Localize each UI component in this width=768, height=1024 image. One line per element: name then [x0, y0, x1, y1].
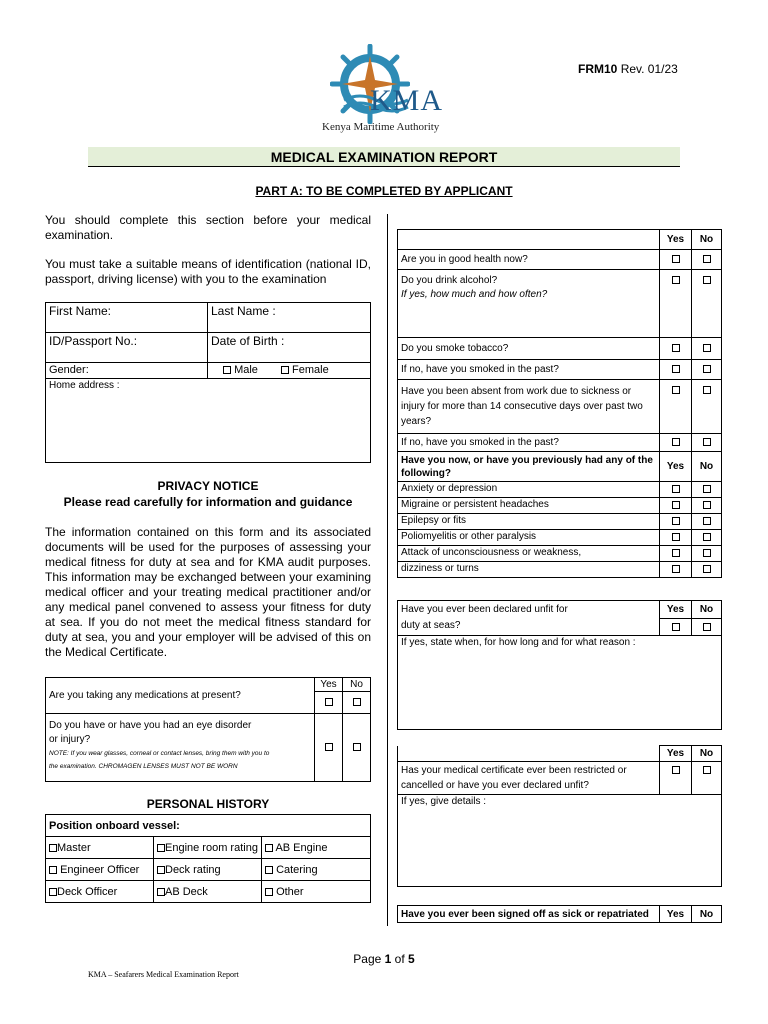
medications-yes-checkbox[interactable] — [325, 698, 333, 706]
privacy-subtitle: Please read carefully for information and guidance — [63, 495, 353, 509]
good-health-question: Are you in good health now? — [398, 250, 660, 270]
dob-label: Date of Birth : — [211, 334, 285, 348]
unconsciousness-no-checkbox[interactable] — [703, 549, 711, 557]
signed-off-question: Have you ever been signed off as sick or repatriated — [398, 906, 660, 923]
absent-question-1: Have you been absent from work due to sickness or — [401, 386, 632, 397]
good-health-no-checkbox[interactable] — [703, 255, 711, 263]
absent-question-2: injury for more than 14 consecutive days over past two — [401, 401, 643, 412]
yes-header: Yes — [315, 678, 343, 692]
intro-paragraph-2: You must take a suitable means of identification (national ID, passport, driving license) with you to the examination — [45, 257, 371, 286]
other-checkbox[interactable] — [265, 888, 273, 896]
female-label: Female — [292, 364, 329, 376]
form-code-value: FRM10 — [578, 62, 618, 76]
privacy-body: The information contained on this form and its associated documents will be used for the purposes of assessing your medical fitness for duty at sea and for KMA audit purposes. This information may be exchanged between your examining medical officer and your treating medical practitioner and/or any medical panel convened to assess your fitness for duty at sea. If you do not meet the medical fitness standard for duty at sea, you and your employer will be advised of this on the Medical Certificate. — [45, 525, 371, 659]
position-engine-room-rating: Engine room rating — [165, 841, 258, 854]
restricted-details-label: If yes, give details : — [401, 796, 487, 807]
restricted-yes-header: Yes — [660, 746, 692, 762]
position-other: Other — [276, 885, 304, 898]
page-total: 5 — [408, 952, 415, 966]
position-table — [45, 814, 371, 903]
tobacco-yes-checkbox[interactable] — [672, 344, 680, 352]
org-name: Kenya Maritime Authority — [322, 121, 440, 133]
unfit-details-field[interactable] — [398, 636, 722, 730]
master-checkbox[interactable] — [49, 844, 57, 852]
eye-disorder-question: Do you have or have you had an eye disorder — [49, 720, 252, 731]
personal-history-title: PERSONAL HISTORY — [146, 797, 270, 811]
epilepsy-yes-checkbox[interactable] — [672, 517, 680, 525]
absent-no-checkbox[interactable] — [703, 386, 711, 394]
unconsciousness-yes-checkbox[interactable] — [672, 549, 680, 557]
female-checkbox[interactable] — [281, 366, 289, 374]
migraine-yes-checkbox[interactable] — [672, 501, 680, 509]
id-passport-field[interactable] — [46, 333, 208, 363]
smoked-past-no-checkbox[interactable] — [703, 365, 711, 373]
last-name-label: Last Name : — [211, 304, 276, 318]
identity-table — [45, 302, 371, 463]
restricted-yes-checkbox[interactable] — [672, 766, 680, 774]
male-label: Male — [234, 364, 258, 376]
dizziness-yes-checkbox[interactable] — [672, 565, 680, 573]
polio-yes-checkbox[interactable] — [672, 533, 680, 541]
page-prefix: Page — [353, 952, 382, 966]
condition-unconsciousness: Attack of unconsciousness or weakness, — [398, 546, 660, 562]
position-ab-deck: AB Deck — [165, 885, 208, 898]
yes-header: Yes — [660, 230, 692, 250]
no-header: No — [343, 678, 371, 692]
form-code — [578, 62, 678, 76]
polio-no-checkbox[interactable] — [703, 533, 711, 541]
tobacco-question: Do you smoke tobacco? — [398, 338, 660, 360]
alcohol-subquestion: If yes, how much and how often? — [401, 289, 548, 300]
intro-paragraph-1: You should complete this section before your medical examination. — [45, 213, 371, 242]
restricted-no-header: No — [692, 746, 722, 762]
deck-officer-checkbox[interactable] — [49, 888, 57, 896]
position-deck-officer: Deck Officer — [57, 885, 118, 898]
signed-off-yes-header: Yes — [660, 906, 692, 923]
medications-table — [45, 677, 371, 782]
dob-field[interactable] — [208, 333, 371, 363]
last-name-field[interactable] — [208, 303, 371, 333]
ab-engine-checkbox[interactable] — [265, 844, 273, 852]
first-name-field[interactable] — [46, 303, 208, 333]
condition-migraine: Migraine or persistent headaches — [398, 498, 660, 514]
eye-no-checkbox[interactable] — [353, 743, 361, 751]
catering-checkbox[interactable] — [265, 866, 273, 874]
restricted-question-1: Has your medical certificate ever been restricted or — [401, 765, 627, 776]
smoked-past-question: If no, have you smoked in the past? — [398, 360, 660, 380]
medications-question: Are you taking any medications at present? — [46, 678, 315, 714]
smoked-past-yes-checkbox[interactable] — [672, 365, 680, 373]
home-address-field[interactable] — [46, 379, 371, 463]
logo-text: KMA — [370, 84, 444, 117]
report-title: MEDICAL EXAMINATION REPORT — [88, 147, 680, 167]
engineer-officer-checkbox[interactable] — [49, 866, 57, 874]
eye-disorder-question-cont: or injury? — [49, 734, 91, 745]
position-label: Position onboard vessel: — [46, 815, 371, 837]
unfit-yes-header: Yes — [660, 601, 692, 619]
good-health-yes-checkbox[interactable] — [672, 255, 680, 263]
gender-label: Gender: — [46, 363, 208, 379]
absent-question-3: years? — [401, 416, 432, 427]
unfit-table — [397, 600, 722, 730]
footer-doc-name: KMA – Seafarers Medical Examination Report — [88, 970, 239, 979]
absent-yes-checkbox[interactable] — [672, 386, 680, 394]
eye-note-1: NOTE: If you wear glasses, corneal or contact lenses, bring them with you to — [49, 750, 270, 757]
position-deck-rating: Deck rating — [165, 863, 221, 876]
page-current: 1 — [384, 952, 392, 966]
position-engineer-officer: Engineer Officer — [60, 863, 140, 876]
tobacco-no-checkbox[interactable] — [703, 344, 711, 352]
home-address-label: Home address : — [49, 380, 120, 391]
position-ab-engine: AB Engine — [275, 841, 328, 854]
alcohol-question: Do you drink alcohol? — [401, 275, 498, 286]
conditions-no-header: No — [692, 452, 722, 482]
smoked-past-question-2: If no, have you smoked in the past? — [398, 434, 660, 452]
engine-room-rating-checkbox[interactable] — [157, 844, 165, 852]
restricted-no-checkbox[interactable] — [703, 766, 711, 774]
epilepsy-no-checkbox[interactable] — [703, 517, 711, 525]
conditions-header: Have you now, or have you previously had any of the following? — [398, 452, 660, 482]
column-divider — [387, 214, 388, 926]
position-catering: Catering — [276, 863, 318, 876]
restricted-details-field[interactable] — [398, 795, 722, 887]
health-questions-table — [397, 229, 722, 578]
unfit-details-label: If yes, state when, for how long and for what reason : — [401, 637, 636, 648]
alcohol-yes-checkbox[interactable] — [672, 276, 680, 284]
condition-anxiety: Anxiety or depression — [398, 482, 660, 498]
male-checkbox[interactable] — [223, 366, 231, 374]
page-number — [0, 952, 768, 966]
deck-rating-checkbox[interactable] — [157, 866, 165, 874]
alcohol-no-checkbox[interactable] — [703, 276, 711, 284]
ab-deck-checkbox[interactable] — [157, 888, 165, 896]
restricted-question-2: cancelled or have you ever declared unfit? — [401, 780, 589, 791]
unfit-no-header: No — [692, 601, 722, 619]
part-a-heading: PART A: TO BE COMPLETED BY APPLICANT — [255, 184, 513, 198]
smoked-past-2-no-checkbox[interactable] — [703, 438, 711, 446]
first-name-label: First Name: — [49, 304, 112, 318]
signed-off-table — [397, 905, 722, 923]
conditions-yes-header: Yes — [660, 452, 692, 482]
condition-dizziness: dizziness or turns — [398, 562, 660, 578]
condition-polio: Poliomyelitis or other paralysis — [398, 530, 660, 546]
condition-epilepsy: Epilepsy or fits — [398, 514, 660, 530]
eye-yes-checkbox[interactable] — [325, 743, 333, 751]
signed-off-no-header: No — [692, 906, 722, 923]
unfit-yes-checkbox[interactable] — [672, 623, 680, 631]
position-master: Master — [57, 841, 91, 854]
privacy-title: PRIVACY NOTICE — [157, 479, 259, 493]
id-passport-label: ID/Passport No.: — [49, 334, 138, 348]
smoked-past-2-yes-checkbox[interactable] — [672, 438, 680, 446]
no-header: No — [692, 230, 722, 250]
anxiety-no-checkbox[interactable] — [703, 485, 711, 493]
unfit-question-2: duty at seas? — [401, 620, 461, 631]
unfit-no-checkbox[interactable] — [703, 623, 711, 631]
medications-no-checkbox[interactable] — [353, 698, 361, 706]
form-revision: Rev. 01/23 — [620, 62, 678, 76]
restricted-table — [397, 745, 722, 887]
anxiety-yes-checkbox[interactable] — [672, 485, 680, 493]
dizziness-no-checkbox[interactable] — [703, 565, 711, 573]
eye-note-2: the examination. CHROMAGEN LENSES MUST NOT BE WORN — [49, 763, 238, 770]
migraine-no-checkbox[interactable] — [703, 501, 711, 509]
page-of: of — [394, 952, 405, 966]
unfit-question-1: Have you ever been declared unfit for — [401, 604, 568, 615]
